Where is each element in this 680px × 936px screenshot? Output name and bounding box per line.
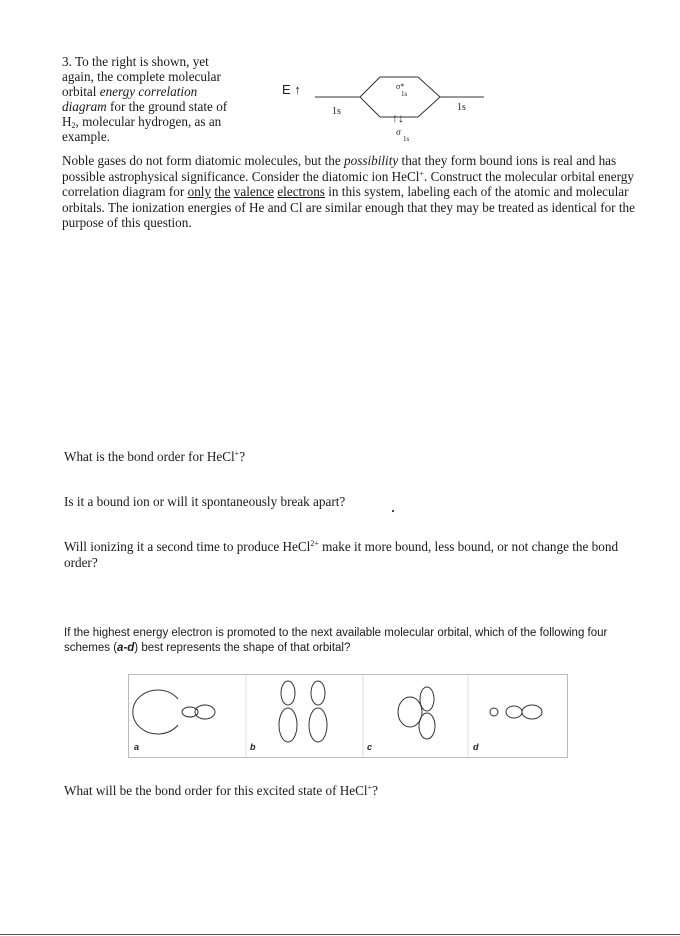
scheme-d-orbital xyxy=(490,705,542,719)
stray-dot xyxy=(392,510,394,512)
scheme-a-label: a xyxy=(134,742,140,752)
bonding-label: σ xyxy=(396,127,401,137)
question-bound-ion: Is it a bound ion or will it spontaneously break apart? xyxy=(64,494,346,509)
scheme-c-label: c xyxy=(367,742,373,752)
antibonding-label: σ* xyxy=(396,82,405,91)
scheme-a-orbital xyxy=(133,690,215,734)
energy-up-arrow-icon: ↑ xyxy=(294,82,301,97)
intro-text: 3. To the right is shown, yet again, the complete molecular orbital energy correlation diagram for the ground state of $H_2$, molecular hydrogen, as an example. xyxy=(62,54,228,144)
scheme-b-label: b xyxy=(250,742,256,752)
left-orbital-label: 1s xyxy=(332,106,341,117)
scheme-c-orbital xyxy=(398,687,435,739)
scheme-d-label: d xyxy=(473,742,479,752)
bonding-electrons-arrows: ↑↓ xyxy=(392,111,404,125)
main-paragraph: Noble gases do not form diatomic molecules, but the possibility that they form bound ions is real and has possible astrophysical significance. Consider the diatomic ion HeCl+. Construct the molecular orbital energy correlation diagram for only the valence electrons in this system, labeling each of the atomic and molecular orbitals. The ionization energies of He and Cl are similar enough that they may be treated as identical for the purpose of this question. xyxy=(62,153,635,231)
mo-correlation-diagram xyxy=(270,70,500,160)
right-orbital-label: 1s xyxy=(457,102,466,113)
antibonding-sub-label: 1s xyxy=(401,90,408,98)
question-bond-order: What is the bond order for HeCl+? xyxy=(64,449,246,464)
question-second-ionization: Will ionizing it a second time to produce HeCl$^{2+}$ make it more bound, less bound, or not change the bond order? xyxy=(64,539,619,570)
bonding-sub-label: 1s xyxy=(403,135,410,143)
page-bottom-rule xyxy=(0,934,680,935)
question-excited-bond-order: What will be the bond order for this excited state of HeCl+? xyxy=(64,783,378,798)
scheme-b-orbital xyxy=(279,681,327,742)
energy-axis-label: E ↑ xyxy=(282,82,301,97)
question-promoted-electron: If the highest energy electron is promoted to the next available molecular orbital, which of the following four schemes (a-d) best represents the shape of that orbital? xyxy=(64,627,608,654)
orbital-schemes xyxy=(128,674,568,758)
